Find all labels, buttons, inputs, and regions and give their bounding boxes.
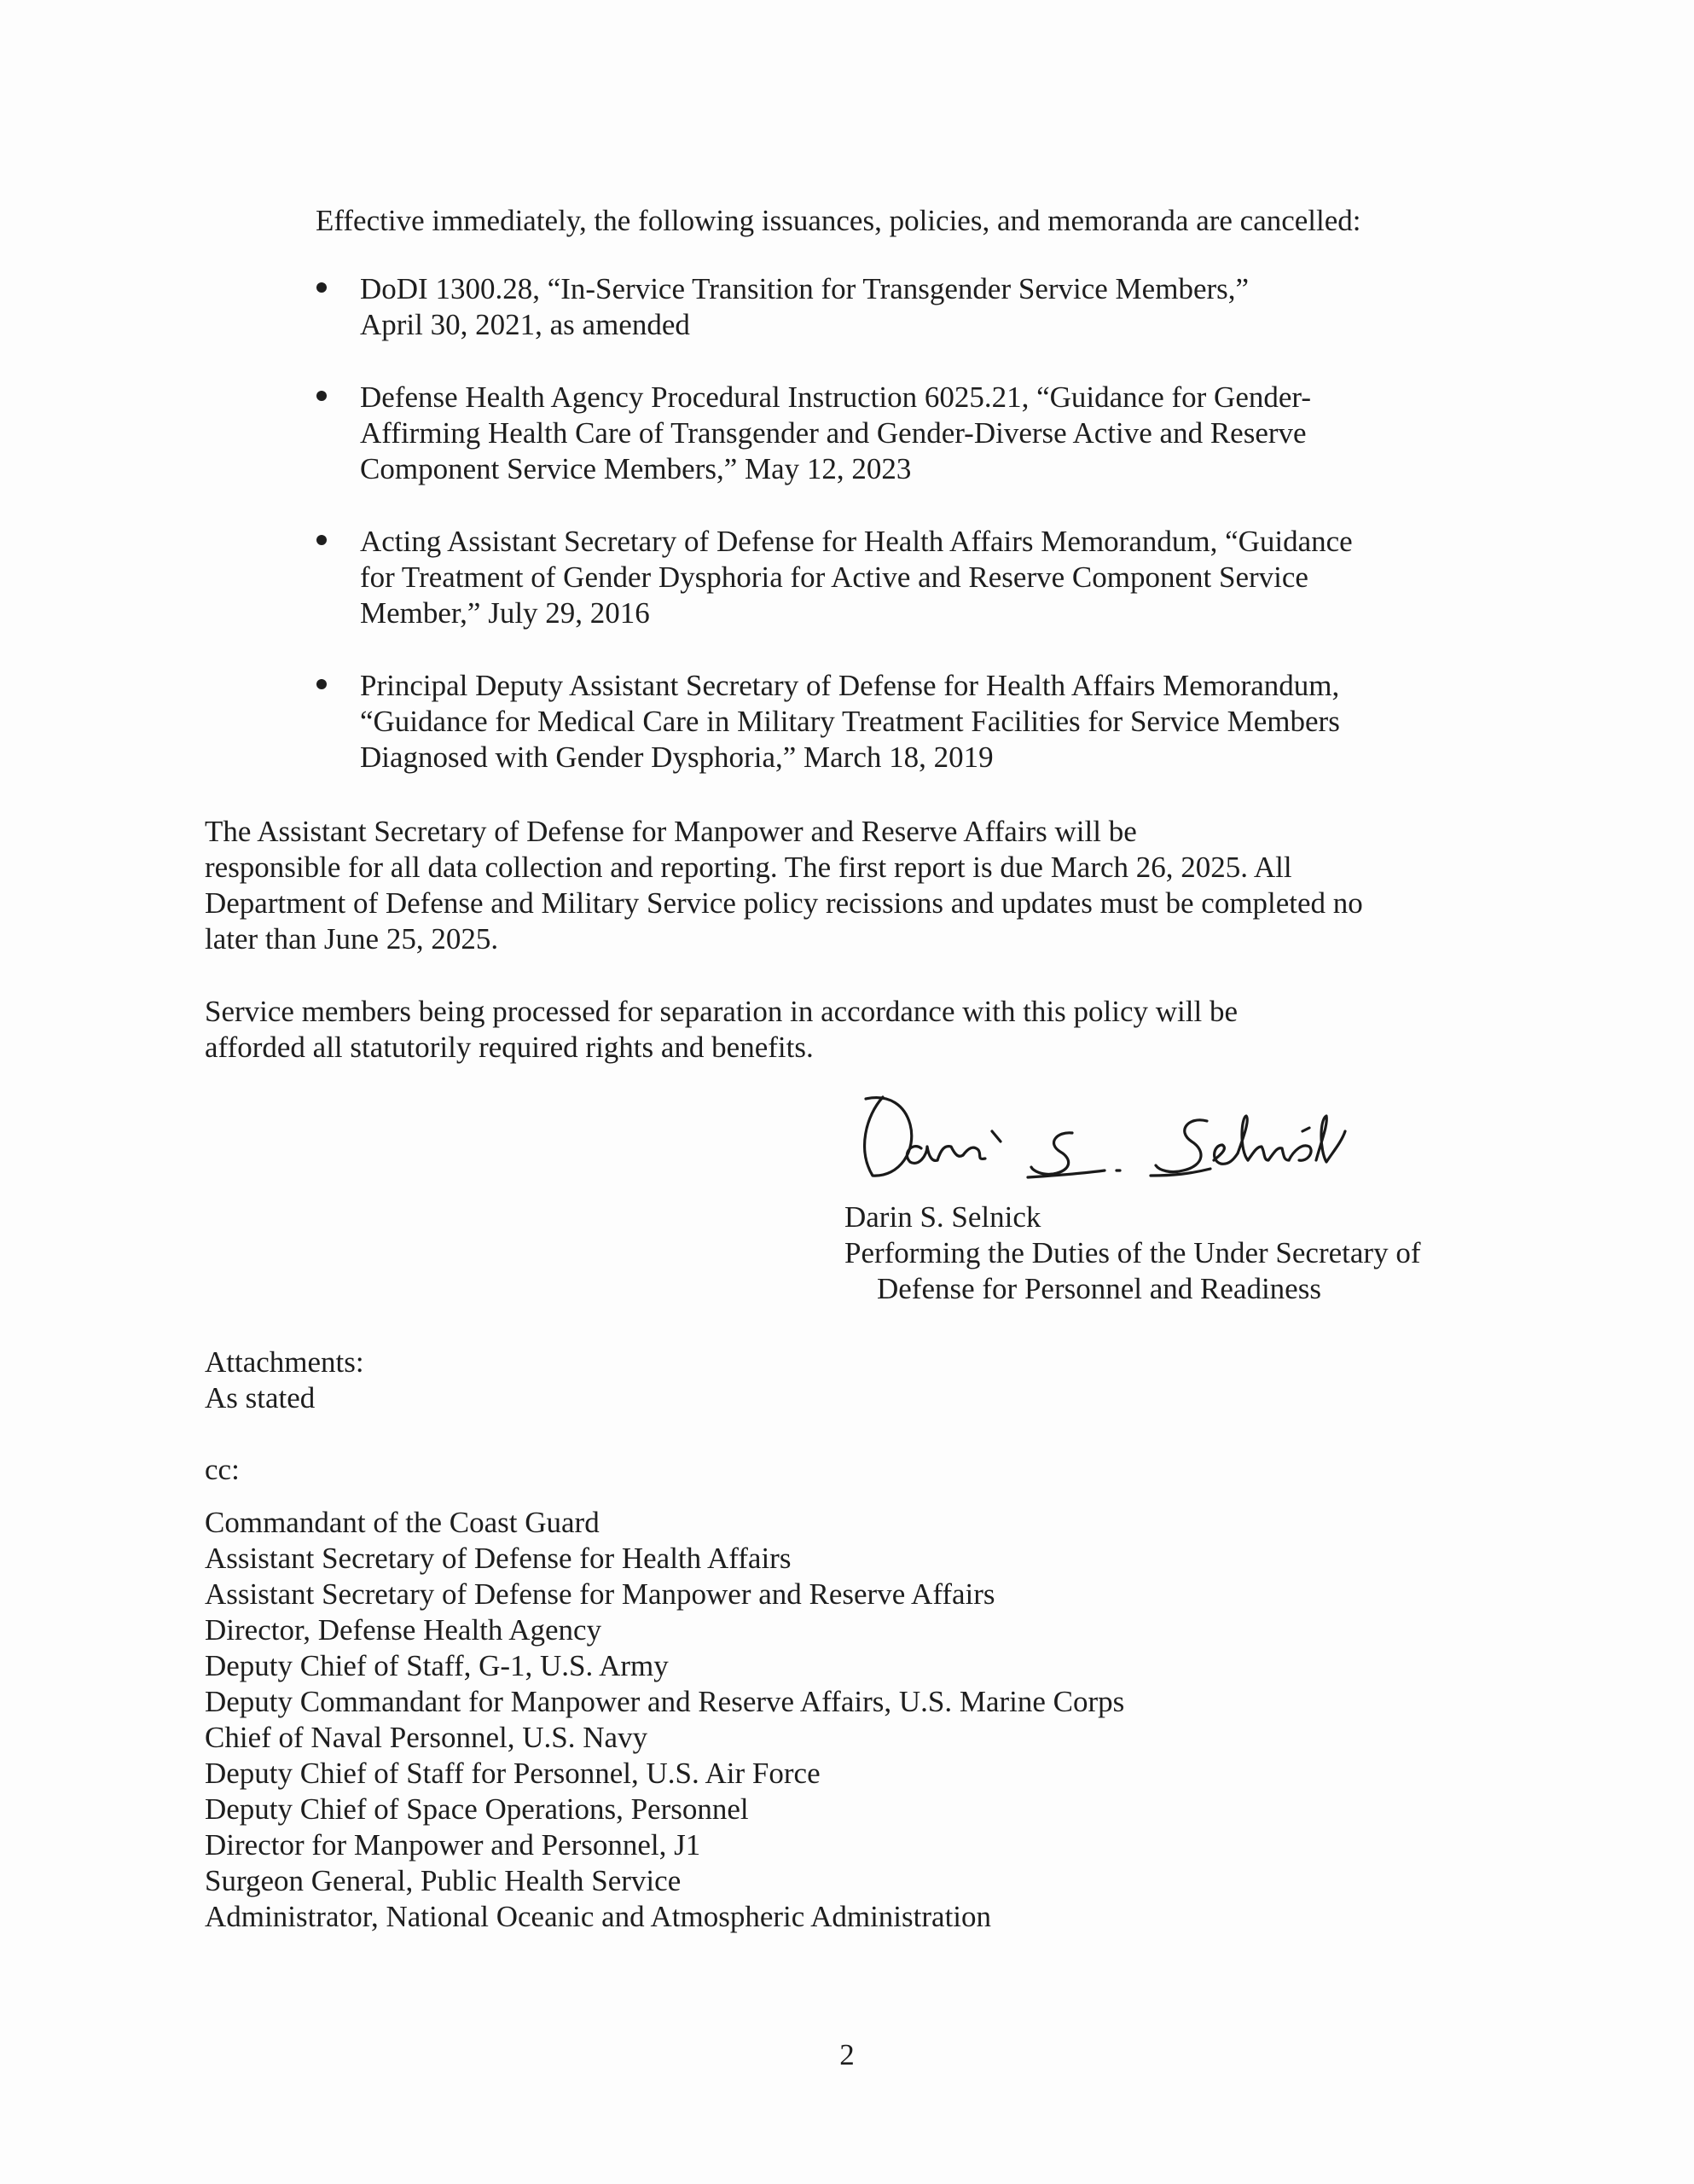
cc-recipient: Director, Defense Health Agency [205,1613,602,1647]
cancelled-issuances-list [307,271,1501,775]
cc-recipient: Director for Manpower and Personnel, J1 [205,1828,701,1862]
cc-recipient: Deputy Chief of Staff for Personnel, U.S. Air Force [205,1757,821,1790]
attachments-label: Attachments: [205,1345,364,1379]
list-item [307,380,1501,487]
list-item [307,524,1501,631]
cc-recipient: Commandant of the Coast Guard [205,1506,600,1539]
signature-block [844,1199,1527,1307]
list-item [307,271,1501,343]
cc-recipient: Assistant Secretary of Defense for Health Affairs [205,1542,792,1575]
cc-recipient: Administrator, National Oceanic and Atmospheric Administration [205,1900,992,1933]
bullet-icon [316,282,327,293]
list-item-text: Acting Assistant Secretary of Defense for Health Affairs Memorandum, “Guidance for Treatment of Gender Dysphoria for Active and Reserve Component Service Member,” July 29, 2016 [360,525,1353,630]
cc-recipient: Deputy Chief of Staff, G-1, U.S. Army [205,1649,669,1682]
cc-block [205,1452,1124,1935]
reporting-paragraph [205,814,1518,957]
list-item-text: DoDI 1300.28, “In-Service Transition for Transgender Service Members,” April 30, 2021, as amended [360,272,1250,341]
rights-paragraph [205,994,1518,1066]
list-item-text: Defense Health Agency Procedural Instruction 6025.21, “Guidance for Gender- Affirming Health Care of Transgender and Gender-Diverse Active and Reserve Component Service Members,” May 12, 2023 [360,380,1312,485]
handwritten-signature [849,1082,1446,1193]
bullet-icon [316,535,327,545]
list-item [307,668,1501,775]
attachments-block [205,1345,364,1416]
cc-recipient: Chief of Naval Personnel, U.S. Navy [205,1721,648,1754]
cc-recipient: Surgeon General, Public Health Service [205,1864,682,1897]
bullet-icon [316,391,327,401]
signer-name: Darin S. Selnick [844,1200,1041,1234]
paragraph-text: The Assistant Secretary of Defense for Manpower and Reserve Affairs will be responsible for all data collection and reporting. The first report is due March 26, 2025. All Department of Defense and Military Service policy recissions and updates must be completed no later than June 25, 2025. [205,815,1363,956]
list-item-text: Principal Deputy Assistant Secretary of Defense for Health Affairs Memorandum, “Guidance for Medical Care in Military Treatment Facilities for Service Members Diagnosed with Gender Dysphoria,” March 18, 2019 [360,669,1340,774]
cc-recipient: Deputy Commandant for Manpower and Reserve Affairs, U.S. Marine Corps [205,1685,1125,1718]
bullet-icon [316,679,327,689]
intro-sentence: Effective immediately, the following issuances, policies, and memoranda are cancelled: [316,204,1361,237]
cc-recipient-list [205,1505,1124,1935]
cc-recipient: Assistant Secretary of Defense for Manpower and Reserve Affairs [205,1577,995,1611]
attachments-value: As stated [205,1381,316,1414]
paragraph-text: Service members being processed for separation in accordance with this policy will be afforded all statutorily required rights and benefits. [205,995,1238,1064]
cc-label: cc: [205,1453,240,1486]
page-number: 2 [839,2038,855,2071]
signer-title: Performing the Duties of the Under Secretary of [844,1236,1421,1269]
signer-title-continued: Defense for Personnel and Readiness [877,1272,1321,1305]
cc-recipient: Deputy Chief of Space Operations, Personnel [205,1792,749,1826]
